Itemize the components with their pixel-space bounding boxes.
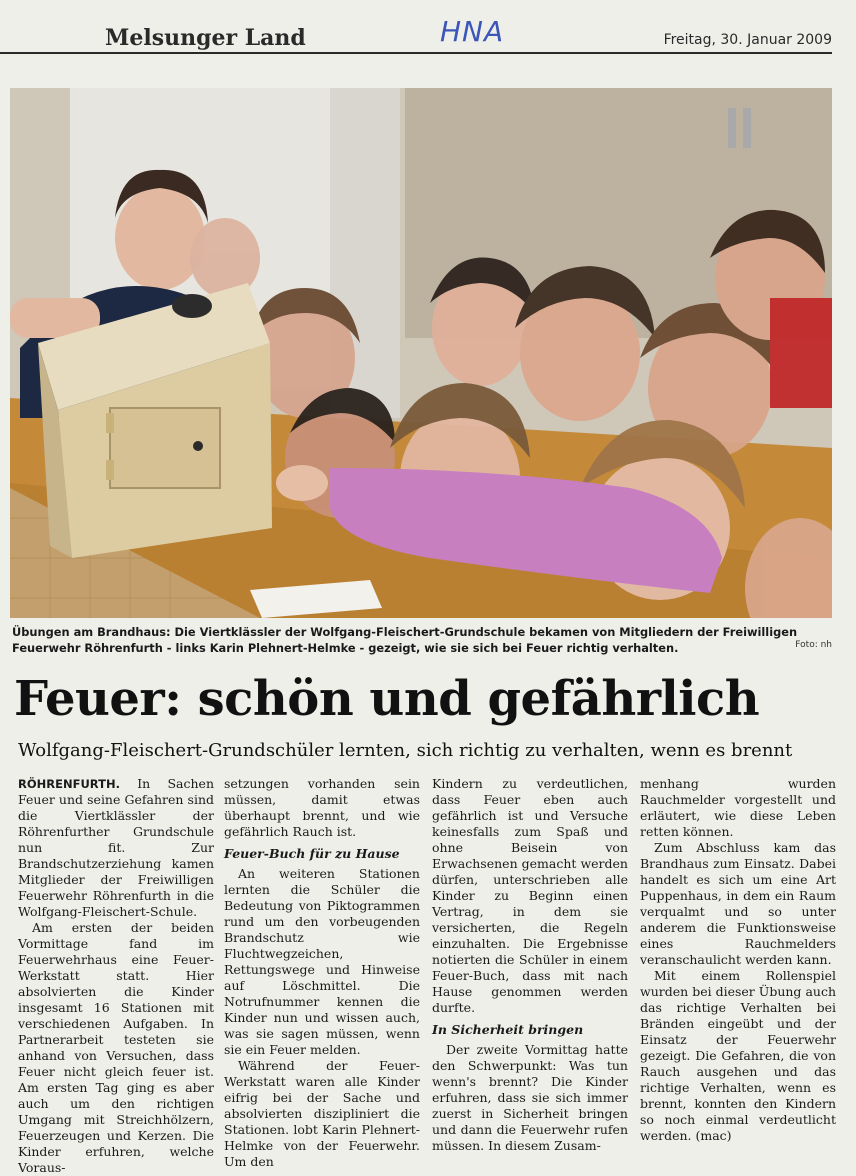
column-4-paragraph-1: menhang wurden Rauchmelder vorgestellt und erläutert, wie diese Leben retten können. — [640, 776, 836, 839]
subheading-sicherheit: In Sicherheit bringen — [432, 1022, 584, 1037]
subheading-feuer-buch: Feuer-Buch für zu Hause — [224, 846, 400, 861]
dateline: RÖHRENFURTH. — [18, 777, 120, 791]
column-3-paragraph-1: Kindern zu verdeutlichen, dass Feuer eben auch gefährlich ist und Versuche keinesfalls zum Spaß und ohne Beisein von Erwachsenen gemacht werden dürfen, unterschrieben alle Kinder zu Beginn einen Vertrag, in dem sie versicherten, die Regeln einzuhalten. Die Ergebnisse notierten die Schüler in einem Feuer-Buch, dass mit nach Hause genommen werden durfte. — [432, 776, 628, 1015]
column-2-paragraph-1: setzungen vorhanden sein müssen, damit etwas überhaupt brennt, und wie gefährlich Rauch ist. — [224, 776, 420, 839]
article-photo — [10, 88, 832, 618]
article-column-2 — [224, 776, 420, 1170]
column-2-paragraph-2: An weiteren Stationen lernten die Schüler die Bedeutung von Piktogrammen rund um den vorbeugenden Brandschutz wie Fluchtwegzeichen, Rettungswege und Hinweise auf Löschmittel. Die Notrufnummer kennen die Kinder nun und wissen auch, was sie sagen müssen, wenn sie ein Feuer melden. — [224, 866, 420, 1057]
section-name: Melsunger Land — [105, 25, 306, 51]
article-column-3 — [432, 776, 628, 1154]
column-3-paragraph-2: Der zweite Vormittag hatte den Schwerpunkt: Was tun wenn's brennt? Die Kinder erfuhren, dass sie sich immer zuerst in Sicherheit bringen und dann die Feuerwehr rufen müssen. In diesem Zusam- — [432, 1042, 628, 1153]
photo-credit: Foto: nh — [795, 640, 832, 650]
photo-illustration — [10, 88, 832, 618]
article-column-1 — [18, 776, 214, 1176]
article-headline: Feuer: schön und gefährlich — [14, 671, 760, 727]
article-subheadline: Wolfgang-Fleischert-Grundschüler lernten, sich richtig zu verhalten, wenn es brennt — [18, 740, 793, 761]
handwritten-mark: HNA — [440, 15, 505, 48]
column-2-paragraph-3: Während der Feuer-Werkstatt waren alle Kinder eifrig bei der Sache und absolvierten diszipliniert die Stationen. lobt Karin Plehnert-Helmke von der Feuerwehr. Um den — [224, 1058, 420, 1169]
column-1-paragraph-1 — [18, 776, 214, 920]
article-column-4 — [640, 776, 836, 1144]
photo-caption: Übungen am Brandhaus: Die Viertklässler der Wolfgang-Fleischert-Grundschule bekamen von Mitgliedern der Freiwilligen Feuerwehr Röhrenfurth - links Karin Plehnert-Helmke - gezeigt, wie sie sich bei Feuer richtig verhalten. — [12, 625, 798, 655]
paragraph-text: In Sachen Feuer und seine Gefahren sind die Viertklässler der Röhrenfurther Grundschule nun fit. Zur Brandschutzerziehung kamen Mitglieder der Freiwilligen Feuerwehr Röhrenfurth in die Wolfgang-Fleischert-Schule. — [18, 776, 214, 919]
column-4-paragraph-2: Zum Abschluss kam das Brandhaus zum Einsatz. Dabei handelt es sich um eine Art Puppenhaus, in dem ein Raum verqualmt und so unter anderem die Funktionsweise eines Rauchmelders veranschaulicht werden kann. — [640, 840, 836, 967]
issue-date: Freitag, 30. Januar 2009 — [663, 32, 832, 48]
column-1-paragraph-2: Am ersten der beiden Vormittage fand im Feuerwehrhaus eine Feuer-Werkstatt statt. Hier absolvierten die Kinder insgesamt 16 Stationen mit verschiedenen Aufgaben. In Partnerarbeit testeten sie anhand von Versuchen, dass Feuer nicht gleich feuer ist. Am ersten Tag ging es aber auch um den richtigen Umgang mit Streichhölzern, Feuerzeugen und Kerzen. Die Kinder erfuhren, welche Voraus- — [18, 920, 214, 1175]
column-4-paragraph-3: Mit einem Rollenspiel wurden bei dieser Übung auch das richtige Verhalten bei Bränden eingeübt und der Einsatz der Feuerwehr gezeigt. Die Gefahren, die von Rauch ausgehen und das richtige Verhalten, wenn es brennt, konnten den Kindern so noch einmal verdeutlicht werden. (mac) — [640, 968, 836, 1143]
header-rule — [0, 52, 832, 54]
